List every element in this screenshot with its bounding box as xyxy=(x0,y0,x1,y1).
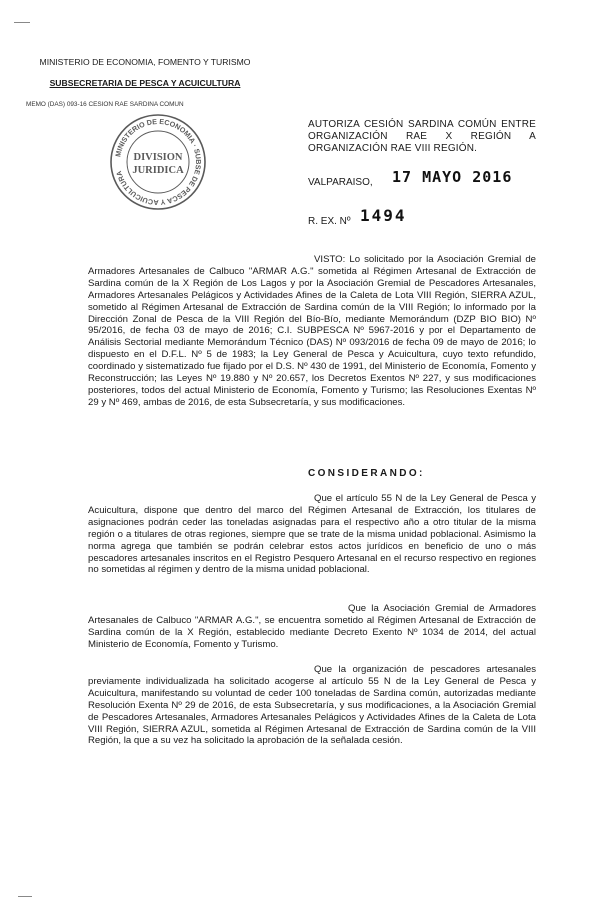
memo-reference: MEMO (DAS) 093-16 CESION RAE SARDINA COMUN xyxy=(26,101,184,108)
scan-mark-bottom xyxy=(18,896,32,897)
subsecretaria-name: SUBSECRETARIA DE PESCA Y ACUICULTURA xyxy=(49,78,241,88)
seal-center-line1: DIVISION xyxy=(133,152,183,163)
resolution-number-label: R. EX. Nº xyxy=(308,216,351,227)
date-stamp: 17 MAYO 2016 xyxy=(392,168,513,186)
considerando-heading: CONSIDERANDO: xyxy=(308,468,425,479)
division-juridica-seal xyxy=(108,112,208,212)
ministry-name: MINISTERIO DE ECONOMIA, FOMENTO Y TURISMO xyxy=(39,57,251,67)
seal-center-line2: JURIDICA xyxy=(132,165,184,176)
resolution-number-stamp: 1494 xyxy=(360,206,407,225)
place-label: VALPARAISO, xyxy=(308,177,373,188)
seal-ring-text: MINISTERIO DE ECONOMIA · SUBSE DE PESCA Y ACUICULTURA xyxy=(113,116,204,208)
resolution-subject: AUTORIZA CESIÓN SARDINA COMÚN ENTRE ORGANIZACIÓN RAE X REGIÓN A ORGANIZACIÓN RAE VIII REGIÓN. xyxy=(308,119,536,154)
considerando-paragraph-2: Que la Asociación Gremial de Armadores Artesanales de Calbuco "ARMAR A.G.", se encuentra sometido al Régimen Artesanal de Extracción de Sardina común de la X Región, establecido mediante Decreto Exento Nº 1034 de 2014, del actual Ministerio de Economía, Fomento y Turismo. xyxy=(88,603,536,650)
considerando-paragraph-3: Que la organización de pescadores artesanales previamente individualizada ha solicitado acogerse al artículo 55 N de la Ley General de Pesca y Acuicultura, manifestando su voluntad de ceder 100 toneladas de Sardina común, autorizadas mediante Resolución Exenta Nº 29 de 2016, de esta Subsecretaría, y sus modificaciones, a la Asociación Gremial de Pescadores Artesanales, Armadores Artesanales Pelágicos y Actividades Afines de la Caleta de Lota VIII Región, SIERRA AZUL, sometida al Régimen Artesanal de Extracción de Sardina común de la VIII Región, la que a su vez ha solicitado la aprobación de la señalada cesión. xyxy=(88,664,536,747)
scan-mark-top xyxy=(14,22,30,23)
considerando-paragraph-1: Que el artículo 55 N de la Ley General de Pesca y Acuicultura, dispone que dentro del marco del Régimen Artesanal de Extracción, los titulares de asignaciones podrán ceder las toneladas asignadas para el respectivo año a otro titular de la misma región o a titulares de otras regiones, siempre que se trate de la misma unidad poblacional. Asimismo la norma agrega que también se podrán celebrar estos actos jurídicos en beneficio de uno o más pescadores artesanales inscritos en el Registro Pesquero Artesanal en el recurso respectivo en regiones no sometidas al régimen y dentro de la misma unidad poblacional. xyxy=(88,493,536,576)
visto-paragraph: VISTO: Lo solicitado por la Asociación Gremial de Armadores Artesanales de Calbuco "ARMAR A.G." sometida al Régimen Artesanal de Extracción de Sardina común de la X Región de Los Lagos y por la Asociación Gremial de Pescadores Artesanales, Armadores Artesanales Pelágicos y Actividades Afines de la Caleta de Lota VIII Región, SIERRA AZUL, sometido al Régimen Artesanal de Extracción de Sardina común de la VIII Región; lo informado por la Dirección Zonal de Pesca de la VIII Región del Bío-Bío, mediante Memorándum (DZP BIO BIO) Nº 95/2016, de fecha 03 de mayo de 2016; C.I. SUBPESCA Nº 5967-2016 y por el Departamento de Análisis Sectorial mediante Memorándum Técnico (DAS) Nº 093/2016 de fecha 09 de mayo de 2016; lo dispuesto en el D.F.L. Nº 5 de 1983; la Ley General de Pesca y Acuicultura, cuyo texto refundido, coordinado y sistematizado fue fijado por el D.S. Nº 430 de 1991, del Ministerio de Economía, Fomento y Reconstrucción; las Leyes Nº 19.880 y Nº 20.657, los Decretos Exentos Nº 227, y sus modificaciones posteriores, todos del actual Ministerio de Economía, Fomento y Turismo; las Resoluciones Exentas Nº 29 y Nº 469, ambas de 2016, de esta Subsecretaría, y sus modificaciones. xyxy=(88,254,536,408)
